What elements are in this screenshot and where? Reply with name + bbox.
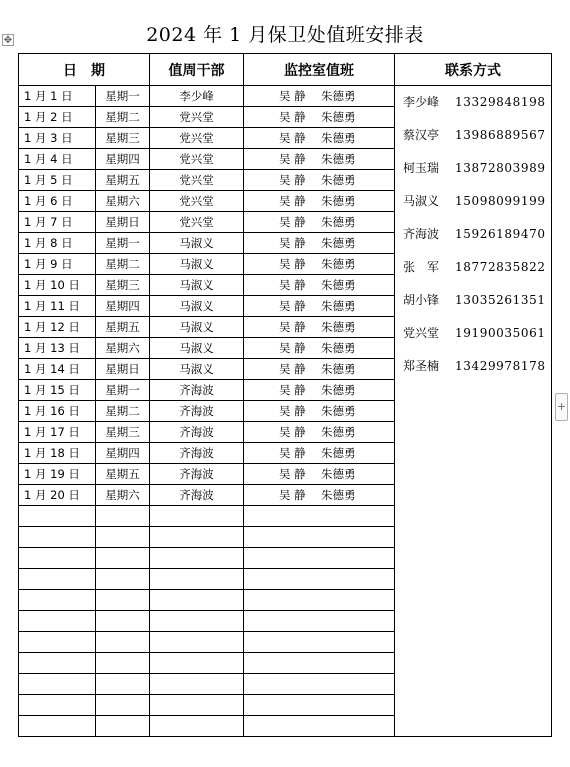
contact-name: 马淑义 — [403, 194, 440, 208]
date-cell[interactable]: 1 月 9 日 — [19, 254, 96, 275]
monitor-cell[interactable] — [244, 653, 395, 674]
monitor-name-2: 朱德勇 — [321, 299, 356, 313]
contact-entry — [395, 185, 551, 218]
date-cell[interactable]: 1 月 8 日 — [19, 233, 96, 254]
weekday-cell[interactable]: 星期二 — [96, 254, 150, 275]
date-cell[interactable]: 1 月 6 日 — [19, 191, 96, 212]
duty-schedule-table — [18, 53, 552, 737]
date-cell[interactable] — [19, 569, 96, 590]
monitor-name-1: 吴 静 — [279, 278, 306, 292]
header-duty-cadre: 值周干部 — [150, 54, 244, 86]
contact-entry — [395, 350, 551, 383]
weekday-cell[interactable] — [96, 695, 150, 716]
monitor-cell[interactable] — [244, 590, 395, 611]
weekday-cell[interactable]: 星期二 — [96, 401, 150, 422]
contact-phone: 15926189470 — [455, 227, 546, 241]
monitor-cell[interactable] — [244, 338, 395, 359]
duty-cadre-cell[interactable]: 马淑义 — [150, 233, 244, 254]
date-cell[interactable] — [19, 674, 96, 695]
weekday-cell[interactable]: 星期二 — [96, 107, 150, 128]
monitor-name-1: 吴 静 — [279, 215, 306, 229]
weekday-cell[interactable] — [96, 590, 150, 611]
weekday-cell[interactable]: 星期三 — [96, 275, 150, 296]
monitor-cell[interactable] — [244, 233, 395, 254]
weekday-cell[interactable]: 星期四 — [96, 443, 150, 464]
monitor-name-1: 吴 静 — [279, 131, 306, 145]
contact-name: 胡小锋 — [403, 293, 440, 307]
add-column-handle-icon[interactable]: + — [555, 393, 568, 421]
duty-cadre-cell[interactable]: 马淑义 — [150, 254, 244, 275]
monitor-name-1: 吴 静 — [279, 341, 306, 355]
monitor-name-2: 朱德勇 — [321, 404, 356, 418]
monitor-cell[interactable] — [244, 548, 395, 569]
date-cell[interactable]: 1 月 18 日 — [19, 443, 96, 464]
monitor-name-2: 朱德勇 — [321, 362, 356, 376]
date-cell[interactable]: 1 月 15 日 — [19, 380, 96, 401]
monitor-cell[interactable] — [244, 695, 395, 716]
monitor-name-1: 吴 静 — [279, 320, 306, 334]
table-move-handle-icon[interactable]: ✥ — [3, 35, 13, 46]
monitor-name-2: 朱德勇 — [321, 131, 356, 145]
monitor-cell[interactable] — [244, 527, 395, 548]
date-cell[interactable] — [19, 590, 96, 611]
monitor-cell[interactable] — [244, 212, 395, 233]
monitor-cell[interactable] — [244, 506, 395, 527]
weekday-cell[interactable] — [96, 632, 150, 653]
date-cell[interactable] — [19, 506, 96, 527]
contact-phone: 19190035061 — [455, 326, 546, 340]
contact-entry — [395, 152, 551, 185]
monitor-name-1: 吴 静 — [279, 236, 306, 250]
contact-phone: 13986889567 — [455, 128, 546, 142]
monitor-cell[interactable] — [244, 401, 395, 422]
contact-list-cell[interactable] — [395, 86, 552, 716]
contact-name: 蔡汉亭 — [403, 128, 440, 142]
weekday-cell[interactable]: 星期五 — [96, 170, 150, 191]
monitor-name-1: 吴 静 — [279, 488, 306, 502]
monitor-name-1: 吴 静 — [279, 152, 306, 166]
header-contact: 联系方式 — [395, 54, 552, 86]
duty-cadre-cell[interactable]: 党兴堂 — [150, 170, 244, 191]
monitor-name-1: 吴 静 — [279, 425, 306, 439]
duty-cadre-cell[interactable] — [150, 590, 244, 611]
duty-cadre-cell[interactable]: 党兴堂 — [150, 107, 244, 128]
monitor-name-2: 朱德勇 — [321, 341, 356, 355]
date-cell[interactable]: 1 月 20 日 — [19, 485, 96, 506]
monitor-name-1: 吴 静 — [279, 404, 306, 418]
monitor-name-2: 朱德勇 — [321, 194, 356, 208]
duty-cadre-cell[interactable]: 齐海波 — [150, 380, 244, 401]
monitor-cell[interactable] — [244, 170, 395, 191]
date-cell[interactable]: 1 月 10 日 — [19, 275, 96, 296]
header-row — [19, 54, 552, 86]
contact-entry — [395, 284, 551, 317]
date-cell[interactable]: 1 月 5 日 — [19, 170, 96, 191]
monitor-name-2: 朱德勇 — [321, 173, 356, 187]
monitor-name-2: 朱德勇 — [321, 152, 356, 166]
date-cell[interactable] — [19, 653, 96, 674]
monitor-cell[interactable] — [244, 275, 395, 296]
monitor-cell[interactable] — [244, 86, 395, 107]
monitor-cell[interactable] — [244, 191, 395, 212]
contact-name: 柯玉瑞 — [403, 161, 440, 175]
contact-phone: 13329848198 — [455, 95, 546, 109]
monitor-cell[interactable] — [244, 422, 395, 443]
monitor-name-1: 吴 静 — [279, 362, 306, 376]
header-date: 日 期 — [19, 54, 150, 86]
date-cell[interactable] — [19, 695, 96, 716]
weekday-cell[interactable] — [96, 527, 150, 548]
duty-cadre-cell[interactable]: 齐海波 — [150, 401, 244, 422]
monitor-name-2: 朱德勇 — [321, 446, 356, 460]
contact-phone: 13429978178 — [455, 359, 546, 373]
monitor-cell[interactable] — [244, 317, 395, 338]
monitor-name-1: 吴 静 — [279, 173, 306, 187]
monitor-cell[interactable] — [244, 443, 395, 464]
date-cell[interactable]: 1 月 11 日 — [19, 296, 96, 317]
date-cell[interactable] — [19, 632, 96, 653]
monitor-name-2: 朱德勇 — [321, 215, 356, 229]
weekday-cell[interactable]: 星期日 — [96, 212, 150, 233]
date-cell[interactable]: 1 月 16 日 — [19, 401, 96, 422]
weekday-cell[interactable]: 星期一 — [96, 86, 150, 107]
weekday-cell[interactable]: 星期三 — [96, 422, 150, 443]
weekday-cell[interactable] — [96, 653, 150, 674]
contact-entry — [395, 251, 551, 284]
table-row — [19, 86, 552, 107]
monitor-name-1: 吴 静 — [279, 467, 306, 481]
duty-cadre-cell[interactable]: 马淑义 — [150, 296, 244, 317]
date-cell[interactable]: 1 月 7 日 — [19, 212, 96, 233]
weekday-cell[interactable]: 星期五 — [96, 317, 150, 338]
weekday-cell[interactable]: 星期一 — [96, 380, 150, 401]
duty-cadre-cell[interactable] — [150, 569, 244, 590]
duty-cadre-cell[interactable]: 马淑义 — [150, 359, 244, 380]
table-row — [19, 716, 552, 737]
date-cell[interactable] — [19, 716, 96, 737]
monitor-cell[interactable] — [244, 674, 395, 695]
header-monitor-room: 监控室值班 — [244, 54, 395, 86]
monitor-cell[interactable] — [244, 296, 395, 317]
monitor-name-2: 朱德勇 — [321, 236, 356, 250]
contact-name: 齐海波 — [403, 227, 440, 241]
monitor-name-1: 吴 静 — [279, 383, 306, 397]
monitor-cell[interactable] — [244, 359, 395, 380]
weekday-cell[interactable]: 星期六 — [96, 485, 150, 506]
date-cell[interactable] — [19, 548, 96, 569]
weekday-cell[interactable]: 星期四 — [96, 149, 150, 170]
weekday-cell[interactable] — [96, 548, 150, 569]
monitor-name-1: 吴 静 — [279, 110, 306, 124]
duty-cadre-cell[interactable]: 党兴堂 — [150, 212, 244, 233]
monitor-name-2: 朱德勇 — [321, 110, 356, 124]
date-cell[interactable]: 1 月 2 日 — [19, 107, 96, 128]
contact-entry — [395, 317, 551, 350]
monitor-name-1: 吴 静 — [279, 299, 306, 313]
duty-cadre-cell[interactable] — [150, 695, 244, 716]
date-cell[interactable] — [19, 527, 96, 548]
weekday-cell[interactable]: 星期六 — [96, 338, 150, 359]
duty-cadre-cell[interactable] — [150, 527, 244, 548]
weekday-cell[interactable]: 星期三 — [96, 128, 150, 149]
weekday-cell[interactable]: 星期四 — [96, 296, 150, 317]
contact-entry — [395, 218, 551, 251]
date-cell[interactable]: 1 月 4 日 — [19, 149, 96, 170]
contact-phone: 15098099199 — [455, 194, 546, 208]
monitor-name-2: 朱德勇 — [321, 383, 356, 397]
weekday-cell[interactable] — [96, 674, 150, 695]
date-cell[interactable]: 1 月 13 日 — [19, 338, 96, 359]
contact-name: 张 军 — [403, 260, 440, 274]
duty-cadre-cell[interactable]: 党兴堂 — [150, 149, 244, 170]
monitor-name-2: 朱德勇 — [321, 488, 356, 502]
duty-cadre-cell[interactable]: 马淑义 — [150, 275, 244, 296]
weekday-cell[interactable] — [96, 716, 150, 737]
contact-phone: 18772835822 — [455, 260, 546, 274]
weekday-cell[interactable]: 星期一 — [96, 233, 150, 254]
monitor-name-2: 朱德勇 — [321, 278, 356, 292]
duty-cadre-cell[interactable] — [150, 653, 244, 674]
monitor-name-2: 朱德勇 — [321, 89, 356, 103]
monitor-cell[interactable] — [244, 632, 395, 653]
duty-cadre-cell[interactable] — [150, 548, 244, 569]
monitor-cell[interactable] — [244, 107, 395, 128]
monitor-cell[interactable] — [244, 569, 395, 590]
date-cell[interactable] — [19, 611, 96, 632]
duty-cadre-cell[interactable]: 李少峰 — [150, 86, 244, 107]
monitor-name-2: 朱德勇 — [321, 425, 356, 439]
monitor-cell[interactable] — [244, 380, 395, 401]
monitor-cell[interactable] — [244, 716, 395, 737]
contact-phone: 13872803989 — [455, 161, 546, 175]
monitor-cell[interactable] — [244, 485, 395, 506]
duty-cadre-cell[interactable] — [150, 506, 244, 527]
monitor-cell[interactable] — [244, 464, 395, 485]
monitor-name-1: 吴 静 — [279, 257, 306, 271]
monitor-name-1: 吴 静 — [279, 89, 306, 103]
contact-entry — [395, 119, 551, 152]
duty-cadre-cell[interactable]: 齐海波 — [150, 485, 244, 506]
duty-cadre-cell[interactable]: 齐海波 — [150, 422, 244, 443]
monitor-cell[interactable] — [244, 128, 395, 149]
monitor-name-1: 吴 静 — [279, 446, 306, 460]
weekday-cell[interactable]: 星期日 — [96, 359, 150, 380]
monitor-name-2: 朱德勇 — [321, 320, 356, 334]
duty-cadre-cell[interactable] — [150, 716, 244, 737]
date-cell[interactable]: 1 月 1 日 — [19, 86, 96, 107]
duty-cadre-cell[interactable]: 齐海波 — [150, 464, 244, 485]
duty-cadre-cell[interactable]: 马淑义 — [150, 338, 244, 359]
monitor-name-1: 吴 静 — [279, 194, 306, 208]
monitor-name-2: 朱德勇 — [321, 257, 356, 271]
weekday-cell[interactable] — [96, 611, 150, 632]
date-cell[interactable]: 1 月 14 日 — [19, 359, 96, 380]
monitor-cell[interactable] — [244, 611, 395, 632]
duty-cadre-cell[interactable]: 齐海波 — [150, 443, 244, 464]
duty-cadre-cell[interactable] — [150, 611, 244, 632]
weekday-cell[interactable]: 星期五 — [96, 464, 150, 485]
date-cell[interactable]: 1 月 19 日 — [19, 464, 96, 485]
weekday-cell[interactable] — [96, 569, 150, 590]
duty-cadre-cell[interactable]: 党兴堂 — [150, 128, 244, 149]
contact-name: 李少峰 — [403, 95, 440, 109]
monitor-cell[interactable] — [244, 149, 395, 170]
contact-name: 党兴堂 — [403, 326, 440, 340]
page-title: 2024 年 1 月保卫处值班安排表 — [146, 24, 424, 46]
duty-cadre-cell[interactable]: 马淑义 — [150, 317, 244, 338]
contact-entry — [395, 86, 551, 119]
date-cell[interactable]: 1 月 17 日 — [19, 422, 96, 443]
duty-cadre-cell[interactable]: 党兴堂 — [150, 191, 244, 212]
duty-cadre-cell[interactable] — [150, 674, 244, 695]
duty-cadre-cell[interactable] — [150, 632, 244, 653]
contact-phone: 13035261351 — [455, 293, 546, 307]
monitor-name-2: 朱德勇 — [321, 467, 356, 481]
contact-tail-cell[interactable] — [395, 716, 552, 737]
date-cell[interactable]: 1 月 12 日 — [19, 317, 96, 338]
contact-name: 郑圣楠 — [403, 359, 440, 373]
weekday-cell[interactable]: 星期六 — [96, 191, 150, 212]
monitor-cell[interactable] — [244, 254, 395, 275]
date-cell[interactable]: 1 月 3 日 — [19, 128, 96, 149]
weekday-cell[interactable] — [96, 506, 150, 527]
